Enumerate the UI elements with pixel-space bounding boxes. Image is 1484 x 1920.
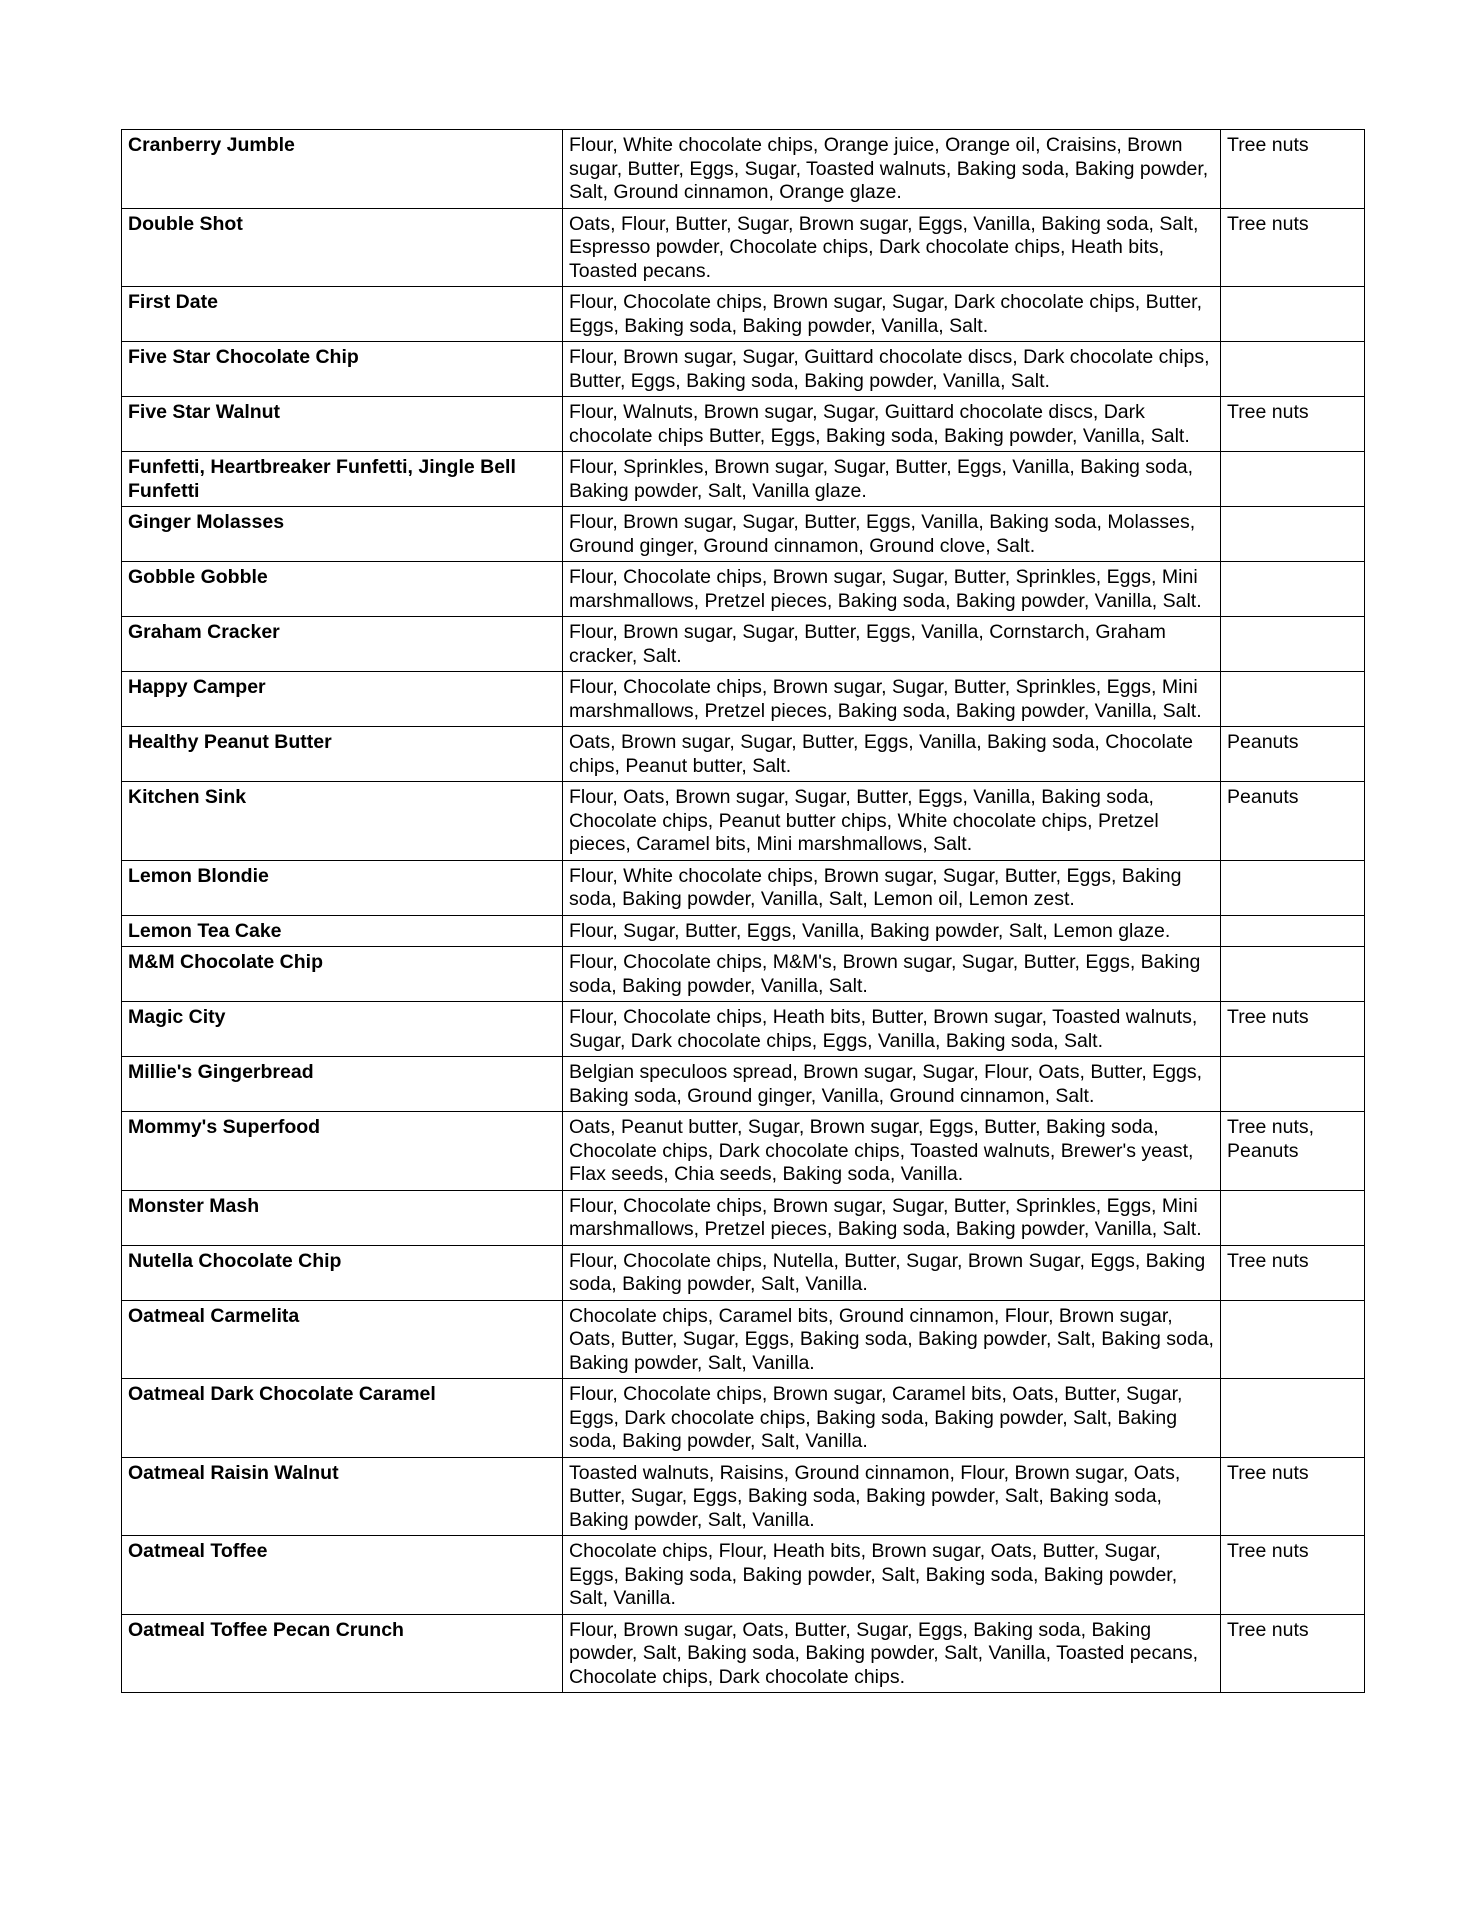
table-row: [122, 342, 1365, 397]
cookie-name-cell: First Date: [122, 287, 563, 342]
cookie-name-cell: Lemon Blondie: [122, 860, 563, 915]
ingredients-cell: Flour, Brown sugar, Sugar, Butter, Eggs, Vanilla, Baking soda, Molasses, Ground ginger, Ground cinnamon, Ground clove, Salt.: [563, 507, 1221, 562]
table-row: [122, 947, 1365, 1002]
table-row: [122, 1112, 1365, 1191]
allergens-cell: [1221, 507, 1365, 562]
cookie-name-cell: Magic City: [122, 1002, 563, 1057]
ingredients-cell: Oats, Peanut butter, Sugar, Brown sugar, Eggs, Butter, Baking soda, Chocolate chips, Dark chocolate chips, Toasted walnuts, Brewer's yeast, Flax seeds, Chia seeds, Baking soda, Vanilla.: [563, 1112, 1221, 1191]
cookie-name-cell: Oatmeal Toffee: [122, 1536, 563, 1615]
ingredients-cell: Belgian speculoos spread, Brown sugar, Sugar, Flour, Oats, Butter, Eggs, Baking soda, Ground ginger, Vanilla, Ground cinnamon, Salt.: [563, 1057, 1221, 1112]
cookie-name-cell: Funfetti, Heartbreaker Funfetti, Jingle Bell Funfetti: [122, 452, 563, 507]
allergens-cell: [1221, 915, 1365, 947]
table-row: [122, 1614, 1365, 1693]
allergens-cell: Tree nuts: [1221, 1614, 1365, 1693]
allergens-cell: Tree nuts: [1221, 1002, 1365, 1057]
ingredients-cell: Flour, Chocolate chips, Brown sugar, Sugar, Butter, Sprinkles, Eggs, Mini marshmallows, Pretzel pieces, Baking soda, Baking powder, Vanilla, Salt.: [563, 672, 1221, 727]
allergens-cell: [1221, 562, 1365, 617]
allergens-cell: Tree nuts: [1221, 130, 1365, 209]
ingredients-cell: Flour, Brown sugar, Sugar, Guittard chocolate discs, Dark chocolate chips, Butter, Eggs, Baking soda, Baking powder, Vanilla, Salt.: [563, 342, 1221, 397]
table-row: [122, 915, 1365, 947]
cookie-name-cell: Monster Mash: [122, 1190, 563, 1245]
cookie-name-cell: Gobble Gobble: [122, 562, 563, 617]
ingredients-cell: Oats, Brown sugar, Sugar, Butter, Eggs, Vanilla, Baking soda, Chocolate chips, Peanut butter, Salt.: [563, 727, 1221, 782]
table-row: [122, 562, 1365, 617]
cookie-ingredients-table: [121, 129, 1365, 1693]
cookie-name-cell: Lemon Tea Cake: [122, 915, 563, 947]
table-row: [122, 1245, 1365, 1300]
table-row: [122, 1190, 1365, 1245]
cookie-name-cell: Five Star Chocolate Chip: [122, 342, 563, 397]
cookie-name-cell: Ginger Molasses: [122, 507, 563, 562]
allergens-cell: [1221, 860, 1365, 915]
ingredients-cell: Oats, Flour, Butter, Sugar, Brown sugar, Eggs, Vanilla, Baking soda, Salt, Espresso powder, Chocolate chips, Dark chocolate chips, Heath bits, Toasted pecans.: [563, 208, 1221, 287]
ingredients-cell: Flour, Chocolate chips, Brown sugar, Sugar, Butter, Sprinkles, Eggs, Mini marshmallows, Pretzel pieces, Baking soda, Baking powder, Vanilla, Salt.: [563, 1190, 1221, 1245]
cookie-name-cell: Mommy's Superfood: [122, 1112, 563, 1191]
ingredients-cell: Flour, Chocolate chips, Brown sugar, Sugar, Dark chocolate chips, Butter, Eggs, Baking soda, Baking powder, Vanilla, Salt.: [563, 287, 1221, 342]
table-row: [122, 1002, 1365, 1057]
table-row: [122, 1536, 1365, 1615]
allergens-cell: Peanuts: [1221, 727, 1365, 782]
table-row: [122, 1457, 1365, 1536]
allergens-cell: [1221, 287, 1365, 342]
ingredients-cell: Flour, Chocolate chips, Heath bits, Butter, Brown sugar, Toasted walnuts, Sugar, Dark chocolate chips, Eggs, Vanilla, Baking soda, Salt.: [563, 1002, 1221, 1057]
cookie-name-cell: Cranberry Jumble: [122, 130, 563, 209]
ingredients-cell: Chocolate chips, Caramel bits, Ground cinnamon, Flour, Brown sugar, Oats, Butter, Sugar, Eggs, Baking soda, Baking powder, Salt, Baking soda, Baking powder, Salt, Vanilla.: [563, 1300, 1221, 1379]
cookie-name-cell: M&M Chocolate Chip: [122, 947, 563, 1002]
table-row: [122, 507, 1365, 562]
allergens-cell: [1221, 1057, 1365, 1112]
ingredients-cell: Flour, Oats, Brown sugar, Sugar, Butter, Eggs, Vanilla, Baking soda, Chocolate chips, Peanut butter chips, White chocolate chips, Pretzel pieces, Caramel bits, Mini marshmallows, Salt.: [563, 782, 1221, 861]
allergens-cell: Tree nuts, Peanuts: [1221, 1112, 1365, 1191]
table-row: [122, 1300, 1365, 1379]
table-row: [122, 860, 1365, 915]
cookie-name-cell: Graham Cracker: [122, 617, 563, 672]
table-row: [122, 130, 1365, 209]
ingredients-cell: Flour, Chocolate chips, M&M's, Brown sugar, Sugar, Butter, Eggs, Baking soda, Baking powder, Vanilla, Salt.: [563, 947, 1221, 1002]
allergens-cell: Peanuts: [1221, 782, 1365, 861]
allergens-cell: [1221, 1190, 1365, 1245]
allergens-cell: Tree nuts: [1221, 208, 1365, 287]
cookie-name-cell: Oatmeal Carmelita: [122, 1300, 563, 1379]
ingredients-cell: Flour, Sprinkles, Brown sugar, Sugar, Butter, Eggs, Vanilla, Baking soda, Baking powder, Salt, Vanilla glaze.: [563, 452, 1221, 507]
allergens-cell: Tree nuts: [1221, 1536, 1365, 1615]
cookie-name-cell: Double Shot: [122, 208, 563, 287]
allergens-cell: [1221, 1379, 1365, 1458]
table-body: [122, 130, 1365, 1693]
table-row: [122, 1379, 1365, 1458]
cookie-name-cell: Millie's Gingerbread: [122, 1057, 563, 1112]
cookie-name-cell: Oatmeal Toffee Pecan Crunch: [122, 1614, 563, 1693]
allergens-cell: [1221, 342, 1365, 397]
allergens-cell: [1221, 672, 1365, 727]
ingredients-cell: Flour, Brown sugar, Sugar, Butter, Eggs, Vanilla, Cornstarch, Graham cracker, Salt.: [563, 617, 1221, 672]
table-row: [122, 727, 1365, 782]
ingredients-cell: Flour, White chocolate chips, Brown sugar, Sugar, Butter, Eggs, Baking soda, Baking powder, Vanilla, Salt, Lemon oil, Lemon zest.: [563, 860, 1221, 915]
allergens-cell: Tree nuts: [1221, 1245, 1365, 1300]
ingredients-cell: Flour, Walnuts, Brown sugar, Sugar, Guittard chocolate discs, Dark chocolate chips Butter, Eggs, Baking soda, Baking powder, Vanilla, Salt.: [563, 397, 1221, 452]
allergens-cell: Tree nuts: [1221, 397, 1365, 452]
ingredients-cell: Flour, Chocolate chips, Brown sugar, Sugar, Butter, Sprinkles, Eggs, Mini marshmallows, Pretzel pieces, Baking soda, Baking powder, Vanilla, Salt.: [563, 562, 1221, 617]
cookie-name-cell: Five Star Walnut: [122, 397, 563, 452]
ingredients-cell: Flour, Brown sugar, Oats, Butter, Sugar, Eggs, Baking soda, Baking powder, Salt, Baking soda, Baking powder, Salt, Vanilla, Toasted pecans, Chocolate chips, Dark chocolate chips.: [563, 1614, 1221, 1693]
table-row: [122, 397, 1365, 452]
cookie-name-cell: Oatmeal Raisin Walnut: [122, 1457, 563, 1536]
ingredients-cell: Flour, Chocolate chips, Brown sugar, Caramel bits, Oats, Butter, Sugar, Eggs, Dark chocolate chips, Baking soda, Baking powder, Salt, Baking soda, Baking powder, Salt, Vanilla.: [563, 1379, 1221, 1458]
ingredients-cell: Flour, Sugar, Butter, Eggs, Vanilla, Baking powder, Salt, Lemon glaze.: [563, 915, 1221, 947]
table-row: [122, 617, 1365, 672]
allergens-cell: [1221, 617, 1365, 672]
allergens-cell: Tree nuts: [1221, 1457, 1365, 1536]
table-row: [122, 672, 1365, 727]
table-row: [122, 782, 1365, 861]
allergens-cell: [1221, 1300, 1365, 1379]
ingredients-cell: Toasted walnuts, Raisins, Ground cinnamon, Flour, Brown sugar, Oats, Butter, Sugar, Eggs, Baking soda, Baking powder, Salt, Baking soda, Baking powder, Salt, Vanilla.: [563, 1457, 1221, 1536]
cookie-name-cell: Oatmeal Dark Chocolate Caramel: [122, 1379, 563, 1458]
table-row: [122, 1057, 1365, 1112]
ingredients-cell: Flour, White chocolate chips, Orange juice, Orange oil, Craisins, Brown sugar, Butter, Eggs, Sugar, Toasted walnuts, Baking soda, Baking powder, Salt, Ground cinnamon, Orange glaze.: [563, 130, 1221, 209]
cookie-name-cell: Kitchen Sink: [122, 782, 563, 861]
cookie-name-cell: Healthy Peanut Butter: [122, 727, 563, 782]
cookie-name-cell: Nutella Chocolate Chip: [122, 1245, 563, 1300]
allergens-cell: [1221, 947, 1365, 1002]
allergens-cell: [1221, 452, 1365, 507]
table-row: [122, 208, 1365, 287]
cookie-name-cell: Happy Camper: [122, 672, 563, 727]
table-row: [122, 452, 1365, 507]
ingredients-cell: Flour, Chocolate chips, Nutella, Butter, Sugar, Brown Sugar, Eggs, Baking soda, Baking powder, Salt, Vanilla.: [563, 1245, 1221, 1300]
ingredients-cell: Chocolate chips, Flour, Heath bits, Brown sugar, Oats, Butter, Sugar, Eggs, Baking soda, Baking powder, Salt, Baking soda, Baking powder, Salt, Vanilla.: [563, 1536, 1221, 1615]
table-row: [122, 287, 1365, 342]
